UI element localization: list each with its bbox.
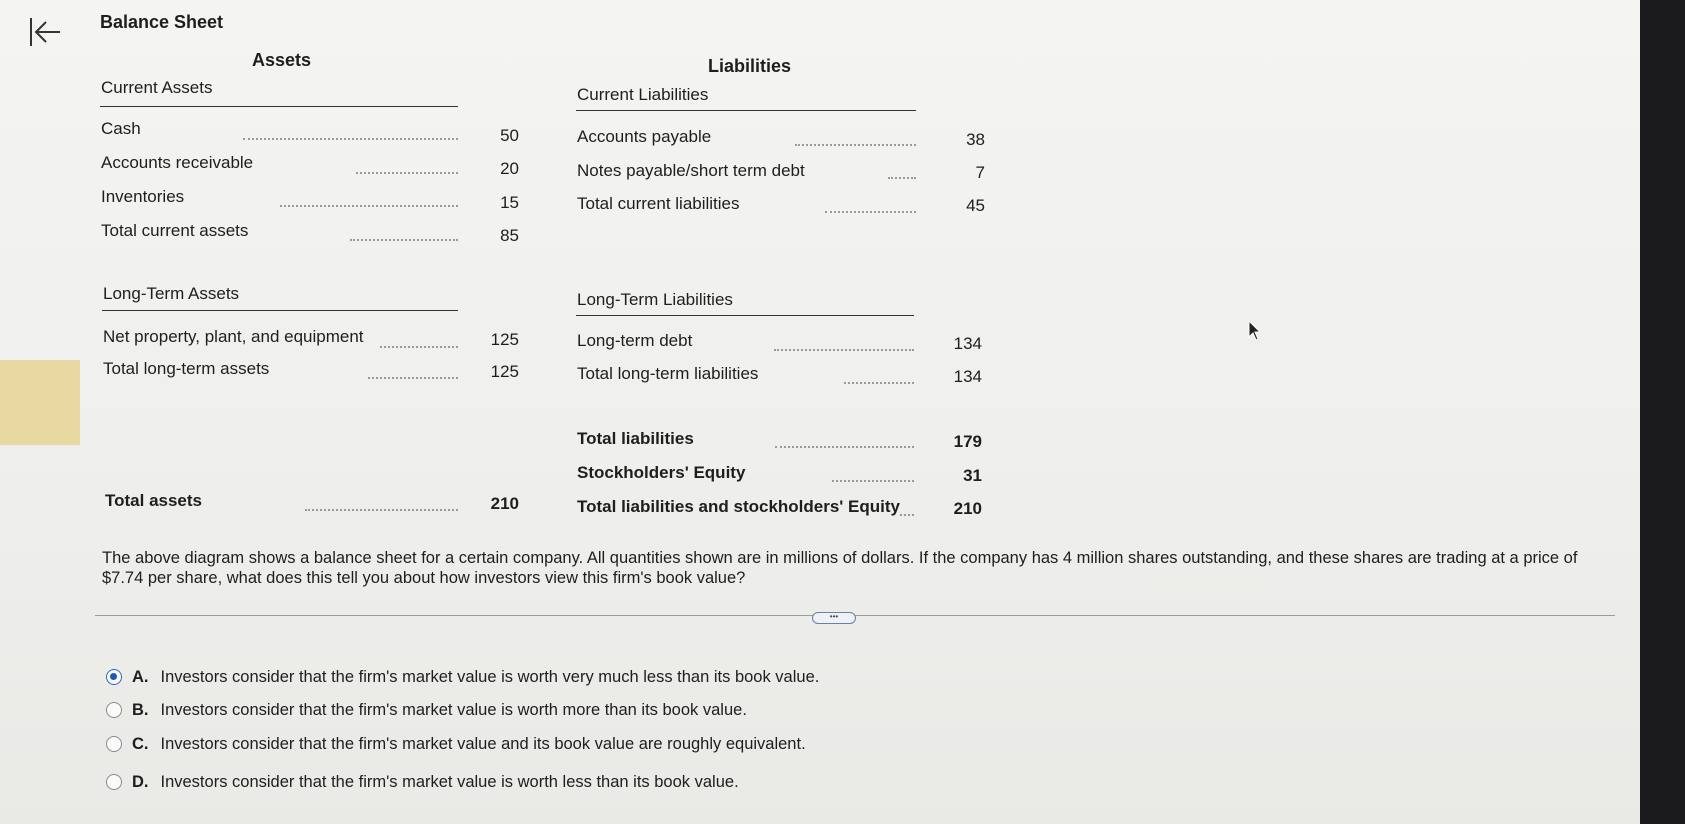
total-liabilities-equity-label: Total liabilities and stockholders' Equity <box>577 497 901 516</box>
option-a-letter: A. <box>132 667 149 686</box>
option-c[interactable] <box>106 732 806 756</box>
assets-heading: Assets <box>252 50 312 70</box>
option-b[interactable] <box>106 698 747 722</box>
current-liabilities-heading: Current Liabilities <box>577 85 709 104</box>
current-liabilities-underline <box>576 110 916 111</box>
option-c-letter: C. <box>132 734 149 753</box>
leader-dots <box>350 237 458 241</box>
row-cash-value: 50 <box>500 126 519 145</box>
liabilities-heading: Liabilities <box>708 56 792 76</box>
option-a[interactable] <box>106 665 819 689</box>
row-total-current-liabilities-value: 45 <box>966 196 985 215</box>
option-d[interactable] <box>106 770 739 794</box>
row-long-term-debt-value: 134 <box>953 334 982 353</box>
question-text: The above diagram shows a balance sheet for a certain company. All quantities shown are in millions of dollars. If the company has 4 million shares outstanding, and these shares are trading at a price of $7.74 per share, what does this tell you about how investors view this firm's book value? <box>102 549 1578 587</box>
mouse-pointer-icon <box>1248 320 1262 342</box>
leader-dots <box>888 175 916 179</box>
row-accounts-payable-label: Accounts payable <box>577 127 712 146</box>
row-ppe-value: 125 <box>490 330 519 349</box>
radio-c[interactable] <box>106 736 122 752</box>
stockholders-equity-label: Stockholders' Equity <box>577 463 746 482</box>
option-d-text: Investors consider that the firm's market value is worth less than its book value. <box>160 772 739 791</box>
option-a-text: Investors consider that the firm's market value is worth very much less than its book value. <box>160 667 820 686</box>
option-b-letter: B. <box>132 700 149 719</box>
back-arrow-icon <box>26 14 66 50</box>
leader-dots <box>825 209 916 213</box>
page-title: Balance Sheet <box>100 12 224 32</box>
option-d-letter: D. <box>132 772 149 791</box>
side-highlight <box>0 360 80 445</box>
total-liabilities-value: 179 <box>953 432 982 451</box>
row-accounts-payable-value: 38 <box>966 130 985 149</box>
expand-button[interactable]: ••• <box>812 612 856 624</box>
leader-dots <box>368 375 458 379</box>
long-term-liabilities-underline <box>576 315 914 316</box>
radio-a[interactable] <box>106 669 122 685</box>
row-accounts-receivable-value: 20 <box>500 159 519 178</box>
row-notes-payable-label: Notes payable/short term debt <box>577 161 805 180</box>
leader-dots <box>900 512 914 516</box>
row-total-long-term-liabilities-value: 134 <box>953 367 982 386</box>
row-cash-label: Cash <box>101 119 141 138</box>
option-c-text: Investors consider that the firm's market value and its book value are roughly equivalent. <box>160 734 806 753</box>
current-assets-underline <box>100 106 458 107</box>
row-total-long-term-assets-value: 125 <box>490 362 519 381</box>
long-term-assets-underline <box>102 310 458 311</box>
stockholders-equity-value: 31 <box>963 466 982 485</box>
row-ppe-label: Net property, plant, and equipment <box>103 327 364 346</box>
radio-d[interactable] <box>106 774 122 790</box>
total-assets-value: 210 <box>490 494 519 513</box>
leader-dots <box>795 142 916 146</box>
leader-dots <box>243 136 458 140</box>
total-liabilities-equity-value: 210 <box>953 499 982 518</box>
row-inventories-label: Inventories <box>101 187 185 206</box>
long-term-assets-heading: Long-Term Assets <box>103 284 240 303</box>
leader-dots <box>844 380 914 384</box>
current-assets-heading: Current Assets <box>101 78 213 97</box>
radio-b[interactable] <box>106 702 122 718</box>
leader-dots <box>280 203 458 207</box>
row-accounts-receivable-label: Accounts receivable <box>101 153 254 172</box>
leader-dots <box>380 344 458 348</box>
row-long-term-debt-label: Long-term debt <box>577 331 693 350</box>
row-inventories-value: 15 <box>500 193 519 212</box>
leader-dots <box>832 478 914 482</box>
row-total-long-term-assets-label: Total long-term assets <box>103 359 270 378</box>
leader-dots <box>356 170 458 174</box>
leader-dots <box>775 444 914 448</box>
long-term-liabilities-heading: Long-Term Liabilities <box>577 290 733 309</box>
row-total-long-term-liabilities-label: Total long-term liabilities <box>577 364 759 383</box>
monitor-bezel <box>1640 0 1685 824</box>
leader-dots <box>305 507 458 511</box>
row-notes-payable-value: 7 <box>975 163 985 182</box>
option-b-text: Investors consider that the firm's market value is worth more than its book value. <box>160 700 747 719</box>
leader-dots <box>774 347 914 351</box>
back-button[interactable] <box>26 14 66 50</box>
total-assets-label: Total assets <box>105 491 203 510</box>
total-liabilities-label: Total liabilities <box>577 429 694 448</box>
row-total-current-assets-value: 85 <box>500 226 519 245</box>
row-total-current-assets-label: Total current assets <box>101 221 249 240</box>
row-total-current-liabilities-label: Total current liabilities <box>577 194 740 213</box>
